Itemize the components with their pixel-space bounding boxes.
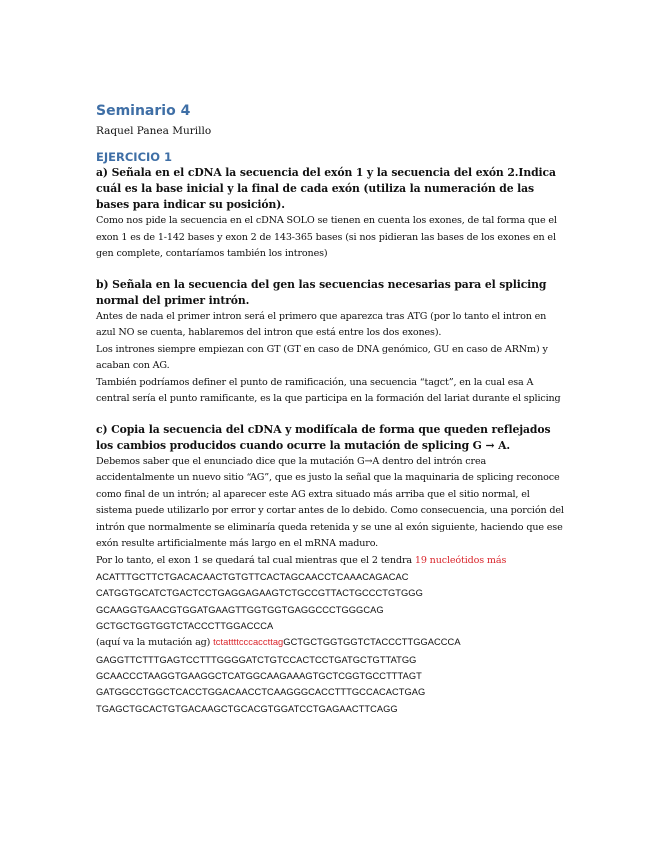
question-a: a) Señala en el cDNA la secuencia del exón 1 y la secuencia del exón 2.Indica cuál es la base inicial y la final de cada exón (utiliza la numeración de las bases para indicar su posición).	[96, 166, 556, 211]
sequence-line: GATGGCCTGGCTCACCTGGACAACCTCAAGGGCACCTTTGCCACACTGAG	[96, 687, 426, 698]
sequence-line: GAGGTTCTTTGAGTCCTTTGGGGATCTGTCCACTCCTGATGCTGTTATGG	[96, 654, 417, 665]
spacer	[96, 408, 566, 422]
mutation-insert: tctattttcccaccttag	[213, 637, 284, 648]
answer-b-2: Los intrones siempre empiezan con GT (GT en caso de DNA genómico, GU en caso de ARNm) y acaban con AG.	[96, 343, 548, 371]
sequence-line: TGAGCTGCACTGTGACAAGCTGCACGTGGATCCTGAGAACTTCAGG	[96, 703, 398, 714]
conclusion-text: Por lo tanto, el exon 1 se quedará tal cual mientras que el 2 tendra	[96, 554, 415, 566]
mutation-line	[96, 634, 566, 652]
sequence-line: GCAACCCTAAGGTGAAGGCTCATGGCAAGAAAGTGCTCGGTGCCTTTAGT	[96, 670, 422, 681]
conclusion-highlight: 19 nucleótidos más	[414, 554, 507, 566]
answer-a: Como nos pide la secuencia en el cDNA SOLO se tienen en cuenta los exones, de tal forma que el exon 1 es de 1-142 bases y exon 2 de 143-365 bases (si nos pidieran las bases de los exones en el gen complete, contaríamos también los intrones)	[96, 215, 557, 259]
answer-b-1: Antes de nada el primer intron será el primero que aparezca tras ATG (por lo tanto el intron en azul NO se cuenta, hablaremos del intron que está entre los dos exones).	[96, 310, 547, 338]
spacer	[96, 263, 566, 277]
question-b: b) Señala en la secuencia del gen las secuencias necesarias para el splicing normal del primer intrón.	[96, 277, 547, 307]
document-title: Seminario 4	[96, 103, 191, 119]
sequence-line: CATGGTGCATCTGACTCCTGAGGAGAAGTCTGCCGTTACTGCCCTGTGGG	[96, 588, 423, 599]
answer-c: Debemos saber que el enunciado dice que la mutación G→A dentro del intrón crea accidentalmente un nuevo sitio “AG”, que es justo la señal que la maquinaria de splicing reconoce como final de un intrón; al aparecer este AG extra situado más arriba que el sitio normal, el sistema puede utilizarlo por error y cortar antes de lo debido. Como consecuencia, una porción del intrón que normalmente se eliminaría queda retenida y se une al exón siguiente, haciendo que ese exón resulte artificialmente más largo en el mRNA maduro.	[96, 455, 564, 549]
sequence-line: GCAAGGTGAACGTGGATGAAGTTGGTGGTGAGGCCCTGGGCAG	[96, 604, 384, 615]
conclusion-c	[96, 553, 566, 570]
document-content	[96, 102, 566, 717]
sequence-line: ACATTTGCTTCTGACACAACTGTGTTCACTAGCAACCTCAAACAGACAC	[96, 572, 409, 582]
answer-b-3: También podríamos definer el punto de ramificación, una secuencia “tagct”, en la cual esa A central sería el punto ramificante, es la que participa en la formación del lariat durante el splicing	[96, 376, 561, 404]
exercise-heading: EJERCICIO 1	[96, 150, 173, 164]
author-name: Raquel Panea Murillo	[96, 125, 212, 137]
mutation-rest: GCTGCTGGTGGTCTACCCTTGGACCCA	[283, 637, 461, 648]
sequence-line: GCTGCTGGTGGTCTACCCTTGGACCCA	[96, 620, 274, 631]
question-c: c) Copia la secuencia del cDNA y modifícala de forma que queden reflejados los cambios producidos cuando ocurre la mutación de splicing G → A.	[96, 422, 551, 452]
mutation-label: (aquí va la mutación ag)	[96, 637, 214, 649]
